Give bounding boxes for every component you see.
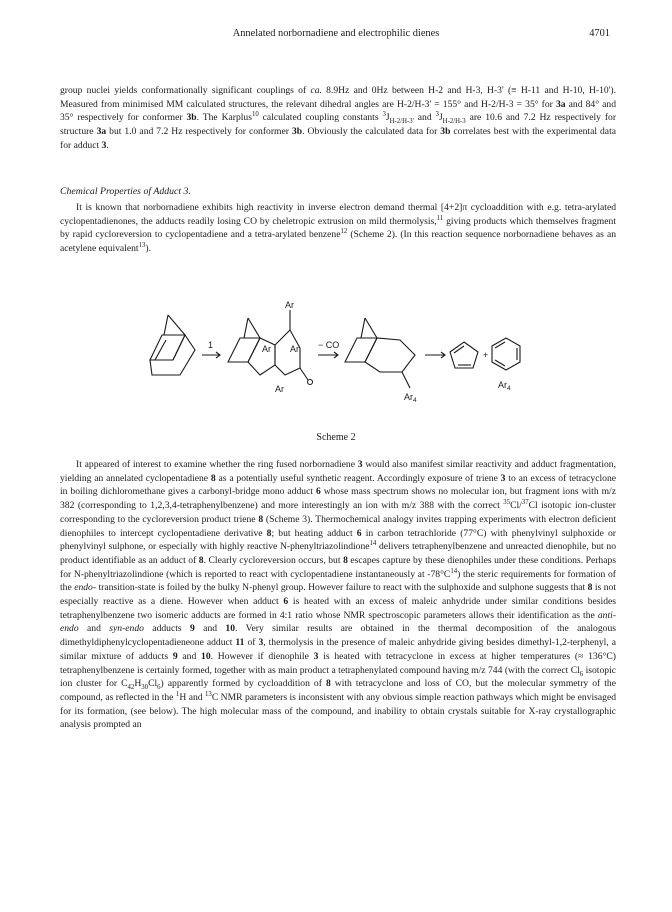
- paragraph-coupling-analysis: group nuclei yields conformationally significant couplings of ca. 8.9Hz and 0Hz between H-2 and H-3, H-3' (≡ H-11 and H-10, H-10'). Measured from minimised MM calculated structures, the relevant dihedral angles are H-2/H-3' = 155° and H-2/H-3 = 35° for 3a and 84° and 35° respectively for conformer 3b. The Karplus$^{10}$ calculated coupling constants $^3J_{H-2/H-3'}$ and $^3J_{H-2/H-3}$ are 10.6 and 7.2 Hz respectively for structure 3a but 1.0 and 7.2 Hz respectively for conformer 3b. Obviously the calculated data for 3b correlates best with the experimental data for adduct 3.: [60, 85, 617, 151]
- arrow-1-label: 1: [208, 340, 214, 350]
- running-title: Annelated norbornadiene and electrophilic dienes: [232, 28, 440, 39]
- cyclopentadiene-structure: [450, 342, 478, 368]
- aryl-label: Ar: [285, 300, 294, 310]
- aryl-label: Ar: [290, 344, 299, 354]
- cycloreversion-precursor-structure: [345, 318, 417, 404]
- aryl-label: Ar: [262, 344, 271, 354]
- running-header: [60, 28, 612, 44]
- scheme-caption: Scheme 2: [316, 432, 356, 443]
- tetraaryl-adduct-structure: [228, 300, 313, 394]
- paragraph-cycloreversion-study: It appeared of interest to examine whether the ring fused norbornadiene 3 would also manifest similar reactivity and adduct fragmentation, yielding an annelated cyclopentadiene 8 as a potentially useful synthetic reagent. Accordingly exposure of triene 3 to an excess of tetracyclone in boiling dichloromethane gives a carbonyl-bridge mono adduct 6 whose mass spectrum shows no molecular ion, but fragment ions with m/z 382 (corresponding to 1,2,3,4-tetraphenylbenzene) and more interestingly an ion with m/z 388 with the correct $^{35}$Cl/$^{37}$Cl isotopic ion-cluster corresponding to the cycloreversion product triene 8 (Scheme 3). Thermochemical analogy invites trapping experiments with electron deficient dienophiles to intercept cyclopentadiene derivative 8; but heating adduct 6 in carbon tetrachloride (77°C) with phenylvinyl sulphoxide or phenylvinyl sulphone, or especially with highly reactive N-phenyltriazolindione$^{14}$ delivers tetraphenylbenzene and unreacted dienophile, but no product identifiable as an adduct of 8. Clearly cycloreversion occurs, but 8 escapes capture by these dienophiles under these conditions. Perhaps for N-phenyltriazolindione (which is reported to react with cyclopentadiene instantaneously at $-78^\circ C^{14}$) the steric requirements for formation of the endo- transition-state is foiled by the bulky N-phenyl group. However failure to react with the sulphoxide and sulphone suggests that 8 is not especially reactive as a diene. However when adduct 6 is heated with an excess of maleic anhydride under similar conditions besides tetraphenylbenzene two isomeric adducts are formed in 4:1 ratio whose NMR spectroscopic parameters allows their identification as the anti-endo and syn-endo adducts 9 and 10. Very similar results are obtained in the thermal decomposition of the analogous dimethyldiphenylcyclopentadieneone adduct 11 of 3, thermolysis in the presence of maleic anhydride giving besides dimethyl-1,2-terphenyl, a similar mixture of adducts 9 and 10. However if dienophile 3 is heated with tetracyclone in excess at higher temperatures (≈ 136°C) tetraphenylbenzene is certainly formed, together with as main product a tetraphenylated compound having m/z 744 (with the correct $Cl_6$ isotopic ion cluster for $C_{42}H_{30}Cl_6$) apparently formed by cycloaddition of 8 with tetracyclone and loss of CO, but the molecular symmetry of the compound, as reflected in the $^1$H and $^{13}$C NMR parameters is inconsistent with any obvious simple reaction pathways which might be envisaged for its formation, (see below). The high molecular mass of the compound, and inability to obtain crystals suitable for X-ray crystallographic analysis prompted an: [60, 459, 617, 731]
- aryl-label: Ar: [275, 384, 284, 394]
- tetraaryl-label: $Ar_4$: [498, 380, 511, 392]
- norbornadiene-structure: [150, 315, 195, 375]
- scheme-2-diagram: [140, 300, 540, 420]
- arrow-2-label: − CO: [318, 340, 340, 350]
- paragraph-norbornadiene-reactivity: It is known that norbornadiene exhibits high reactivity in inverse electron demand thermal [4+2]π cycloaddition with e.g. tetra-arylated cyclopentadienones, the adducts readily losing CO by cheletropic extrusion on mild thermolysis,$^{11}$ giving products which themselves fragment by rapid cycloreversion to cyclopentadiene and a tetra-arylated benzene$^{12}$ (Scheme 2). (In this reaction sequence norbornadiene behaves as an acetylene equivalent$^{13}$).: [60, 202, 616, 255]
- plus-sign: +: [483, 350, 489, 360]
- arrow-3: [425, 352, 445, 358]
- arrow-2: [318, 340, 339, 358]
- section-heading: Chemical Properties of Adduct 3.: [60, 186, 191, 197]
- page-number: 4701: [589, 28, 610, 39]
- arrow-1: [202, 340, 220, 358]
- tetraaryl-label: $Ar_4$: [404, 392, 417, 404]
- tetraarylbenzene-structure: [492, 338, 520, 392]
